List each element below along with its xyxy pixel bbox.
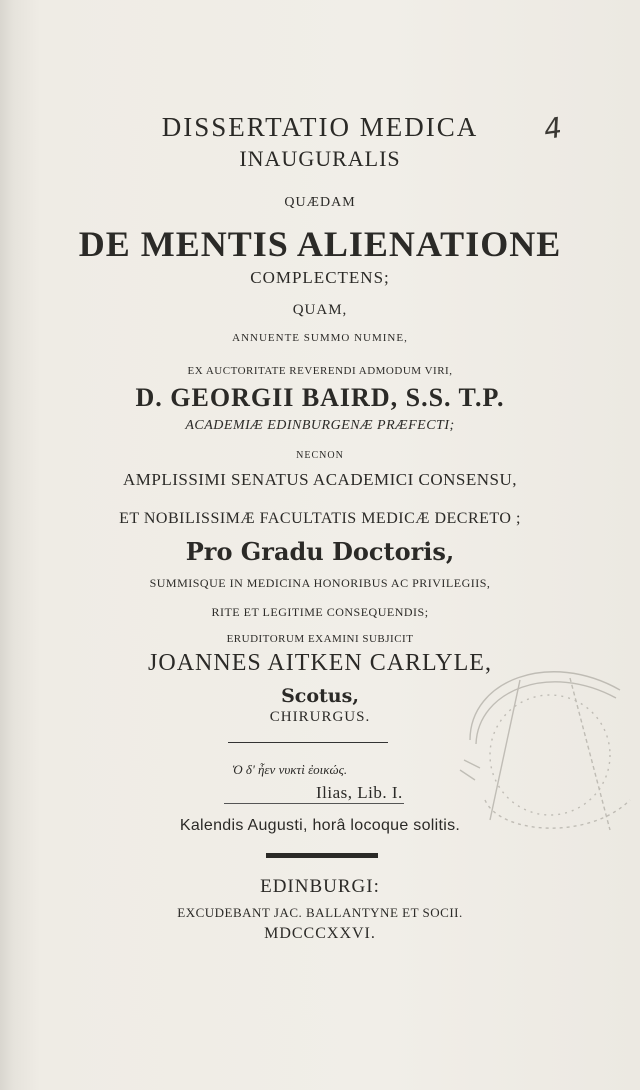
text-rite: RITE ET LEGITIME CONSEQUENDIS; (211, 605, 429, 619)
text-necnon: NECNON (296, 450, 344, 461)
text-quaedam: QUÆDAM (284, 195, 356, 210)
text-pro-gradu: Pro Gradu Doctoris, (185, 537, 455, 566)
place-of-printing: EDINBURGI: (260, 876, 380, 897)
library-stamp-icon (430, 620, 640, 850)
text-academiae: ACADEMIÆ EDINBURGENÆ PRÆFECTI; (185, 418, 455, 433)
text-complectens: COMPLECTENS; (250, 268, 390, 287)
printer-line: EXCUDEBANT JAC. BALLANTYNE ET SOCII. (177, 905, 463, 920)
text-annuente: ANNUENTE SUMMO NUMINE, (232, 332, 408, 344)
text-nobilissimae: ET NOBILISSIMÆ FACULTATIS MEDICÆ DECRETO ; (119, 510, 521, 527)
epigraph-rule-bottom (224, 803, 404, 804)
text-eruditorum: ERUDITORUM EXAMINI SUBJICIT (226, 633, 414, 645)
text-chirurgus: CHIRURGUS. (269, 709, 371, 725)
divider-rule (266, 853, 378, 858)
epigraph-rule-top (228, 742, 388, 743)
text-ex-auctoritate: EX AUCTORITATE REVERENDI ADMODUM VIRI, (187, 365, 453, 377)
principal-name: D. GEORGII BAIRD, S.S. T.P. (135, 383, 505, 412)
text-quam: QUAM, (292, 302, 348, 318)
heading-dissertatio: DISSERTATIO MEDICA (161, 112, 479, 142)
text-summisque: SUMMISQUE IN MEDICINA HONORIBUS AC PRIVILEGIIS, (149, 576, 491, 590)
text-amplissimi: AMPLISSIMI SENATUS ACADEMICI CONSENSU, (123, 470, 517, 489)
main-title: DE MENTIS ALIENATIONE (78, 224, 562, 264)
year: MDCCCXXVI. (264, 925, 376, 942)
epigraph-greek: Ὁ δ' ἦεν νυκτὶ ἐοικώς. (232, 762, 348, 777)
heading-inauguralis: INAUGURALIS (239, 146, 401, 171)
date-line: Kalendis Augusti, horâ locoque solitis. (179, 817, 461, 834)
handwritten-number: 4 (541, 110, 565, 147)
author-name: JOANNES AITKEN CARLYLE, (148, 650, 492, 676)
epigraph-source: Ilias, Lib. I. (316, 783, 403, 802)
text-scotus: Scotus, (281, 685, 359, 707)
